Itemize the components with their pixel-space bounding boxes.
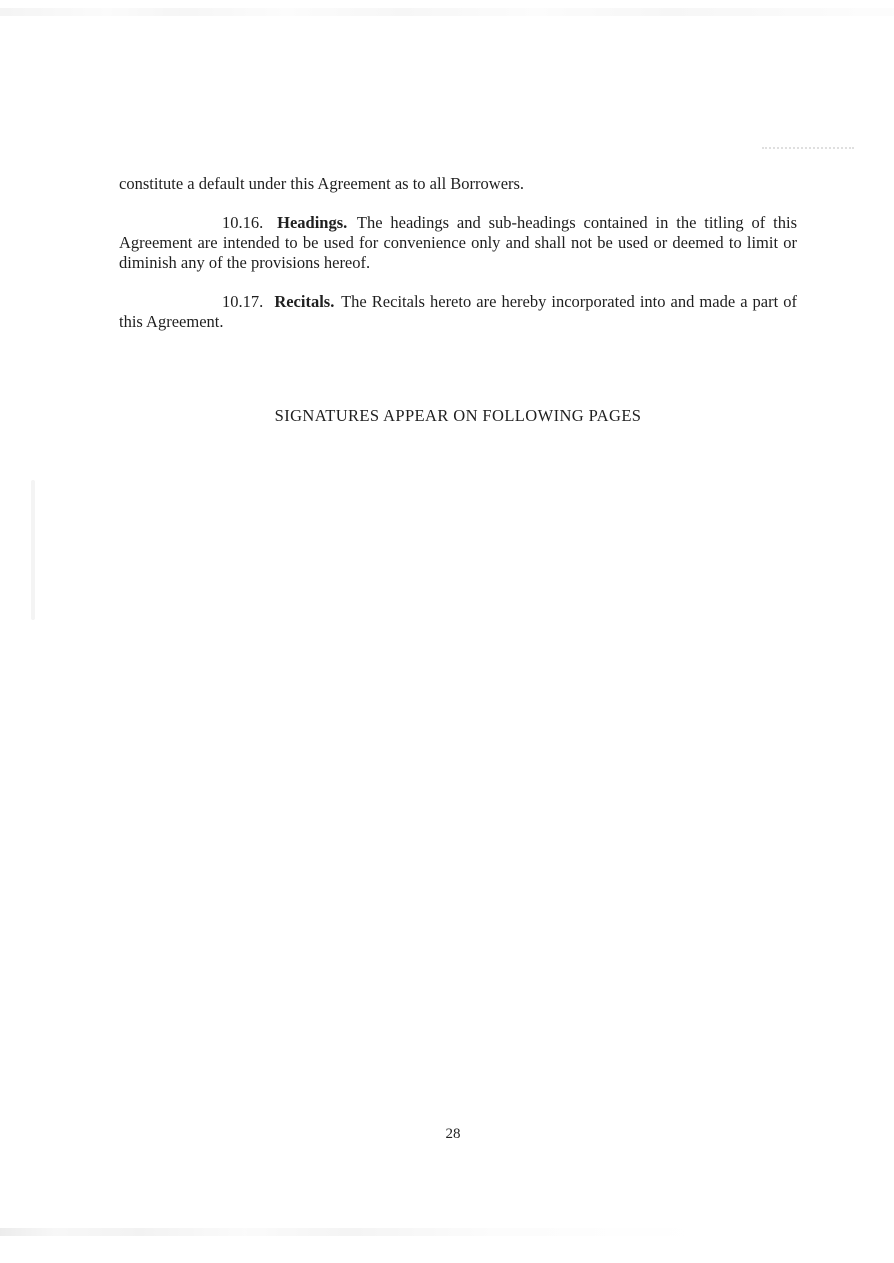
body-text [119,174,797,332]
section-body: The Recitals hereto are hereby incorporated into and made a part of this Agreement. [119,292,798,331]
section-title: Headings. [277,213,348,232]
section-10-17 [119,292,797,332]
section-body: The headings and sub-headings contained in the titling of this Agreement are intended to be used for convenience only and shall not be used or deemed to limit or diminish any of the provisions hereof. [119,213,798,272]
page-number: 28 [445,1126,461,1142]
section-number: 10.16. [222,213,264,232]
scan-artifact-dotted-line [762,147,854,149]
section-number: 10.17. [222,292,264,311]
scan-artifact-bottom-band [0,1228,700,1236]
scan-artifact-top-band [0,8,894,16]
scan-artifact-left-smudge [31,480,35,620]
section-10-16 [119,213,797,273]
section-title: Recitals. [274,292,335,311]
signature-notice: SIGNATURES APPEAR ON FOLLOWING PAGES [274,406,642,425]
paragraph-continuation: constitute a default under this Agreement as to all Borrowers. [119,174,525,193]
